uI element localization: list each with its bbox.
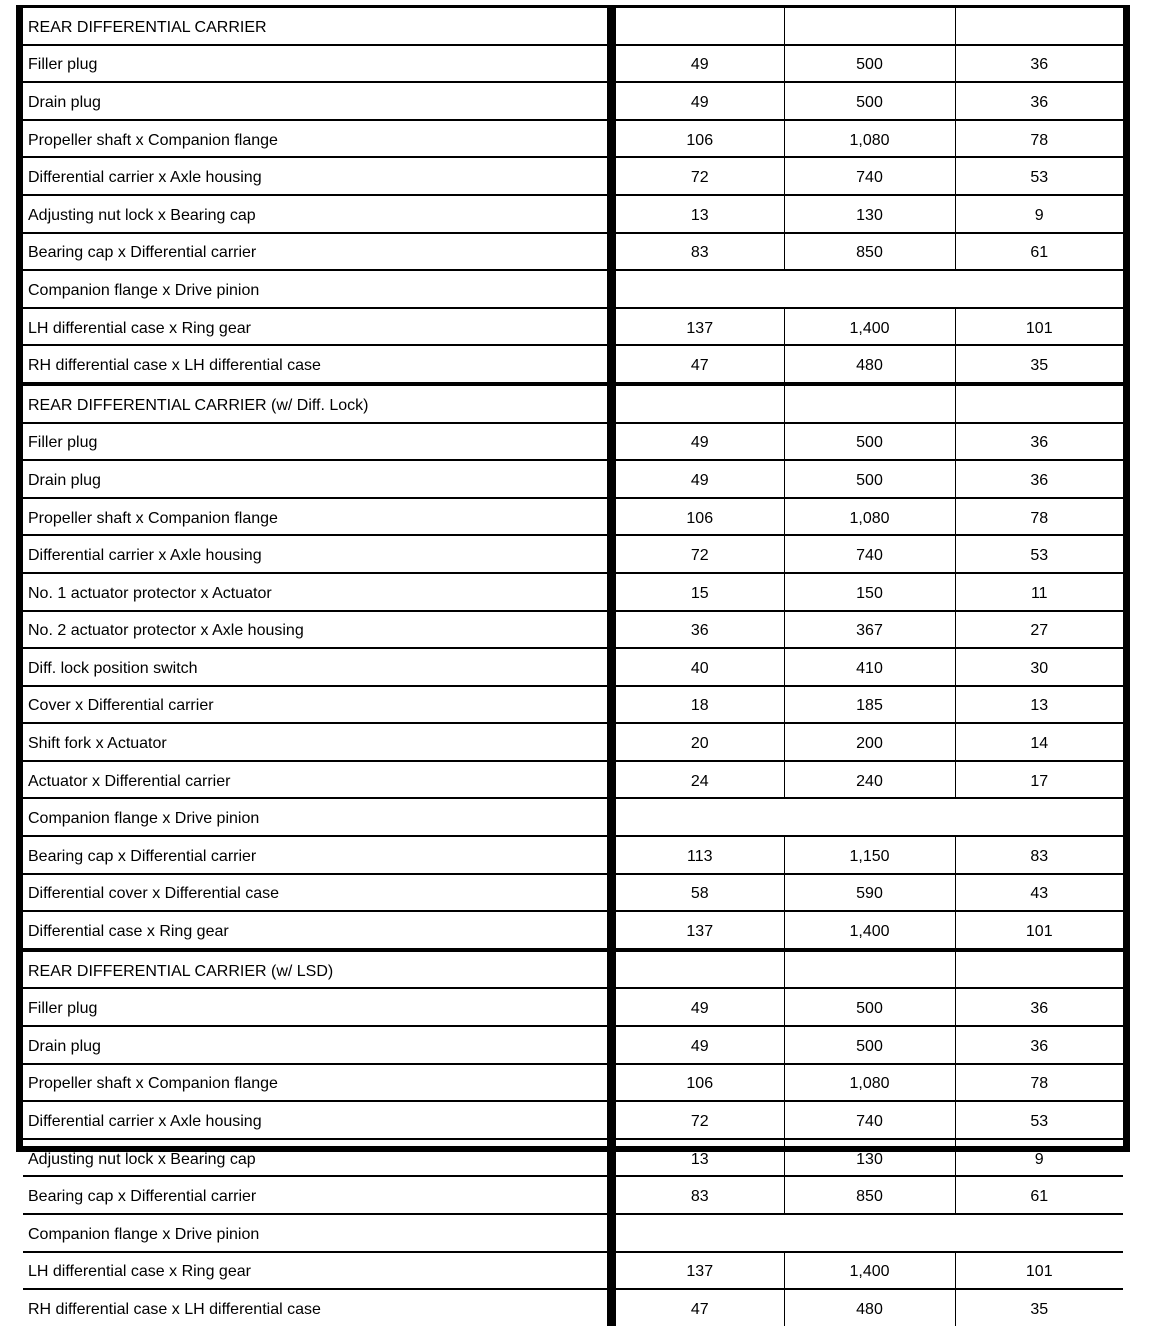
torque-nm-cell: 13 xyxy=(616,195,784,233)
torque-nm-cell: 18 xyxy=(616,686,784,724)
section-header-row xyxy=(23,8,1123,45)
table-row xyxy=(23,611,1123,649)
column-divider xyxy=(607,1176,616,1214)
torque-nm-cell: 137 xyxy=(616,911,784,950)
torque-ftlbf-cell: 83 xyxy=(955,836,1123,874)
column-divider xyxy=(607,45,616,83)
torque-nm-cell: 15 xyxy=(616,573,784,611)
torque-ftlbf-cell: 61 xyxy=(955,233,1123,271)
torque-kgfcm-cell: 590 xyxy=(784,874,955,912)
column-divider xyxy=(607,535,616,573)
table-row xyxy=(23,535,1123,573)
column-divider xyxy=(607,233,616,271)
empty-header-cell xyxy=(616,950,784,989)
torque-ftlbf-cell: 11 xyxy=(955,573,1123,611)
torque-nm-cell: 49 xyxy=(616,988,784,1026)
column-divider xyxy=(607,573,616,611)
torque-nm-cell: 49 xyxy=(616,82,784,120)
column-divider xyxy=(607,1289,616,1326)
empty-header-cell xyxy=(616,384,784,423)
part-name-cell: LH differential case x Ring gear xyxy=(23,308,607,346)
part-name-cell: RH differential case x LH differential case xyxy=(23,345,607,384)
torque-ftlbf-cell: 36 xyxy=(955,45,1123,83)
torque-nm-cell: 58 xyxy=(616,874,784,912)
torque-kgfcm-cell: 1,400 xyxy=(784,308,955,346)
torque-kgfcm-cell: 130 xyxy=(784,195,955,233)
section-title: REAR DIFFERENTIAL CARRIER (w/ Diff. Lock) xyxy=(23,384,607,423)
table-row xyxy=(23,233,1123,271)
column-divider xyxy=(607,8,616,45)
column-divider xyxy=(607,874,616,912)
torque-kgfcm-cell: 410 xyxy=(784,648,955,686)
torque-ftlbf-cell: 53 xyxy=(955,535,1123,573)
table-row xyxy=(23,723,1123,761)
column-divider xyxy=(607,460,616,498)
torque-kgfcm-cell: 740 xyxy=(784,1101,955,1139)
torque-nm-cell: 72 xyxy=(616,157,784,195)
torque-kgfcm-cell: 1,080 xyxy=(784,1064,955,1102)
torque-kgfcm-cell: 240 xyxy=(784,761,955,799)
empty-header-cell xyxy=(784,8,955,45)
part-name-cell: Companion flange x Drive pinion xyxy=(23,798,607,836)
torque-nm-cell: 20 xyxy=(616,723,784,761)
torque-kgfcm-cell: 480 xyxy=(784,345,955,384)
torque-nm-cell: 49 xyxy=(616,423,784,461)
part-name-cell: No. 1 actuator protector x Actuator xyxy=(23,573,607,611)
torque-kgfcm-cell: 130 xyxy=(784,1139,955,1177)
torque-nm-cell: 72 xyxy=(616,535,784,573)
part-name-cell: Filler plug xyxy=(23,423,607,461)
table-row xyxy=(23,1026,1123,1064)
torque-nm-cell: 137 xyxy=(616,308,784,346)
column-divider xyxy=(607,1026,616,1064)
part-name-cell: LH differential case x Ring gear xyxy=(23,1252,607,1290)
section-header-row xyxy=(23,384,1123,423)
part-name-cell: Drain plug xyxy=(23,82,607,120)
table-row xyxy=(23,1176,1123,1214)
column-divider xyxy=(607,308,616,346)
empty-header-cell xyxy=(955,950,1123,989)
table-row xyxy=(23,1214,1123,1252)
column-divider xyxy=(607,270,616,308)
torque-ftlbf-cell: 36 xyxy=(955,988,1123,1026)
part-name-cell: Drain plug xyxy=(23,1026,607,1064)
torque-ftlbf-cell: 101 xyxy=(955,911,1123,950)
table-row xyxy=(23,911,1123,950)
part-name-cell: No. 2 actuator protector x Axle housing xyxy=(23,611,607,649)
part-name-cell: Adjusting nut lock x Bearing cap xyxy=(23,1139,607,1177)
column-divider xyxy=(607,611,616,649)
torque-kgfcm-cell: 500 xyxy=(784,460,955,498)
part-name-cell: Cover x Differential carrier xyxy=(23,686,607,724)
torque-kgfcm-cell: 185 xyxy=(784,686,955,724)
torque-kgfcm-cell: 1,400 xyxy=(784,911,955,950)
torque-kgfcm-cell: 1,080 xyxy=(784,498,955,536)
section-header-row xyxy=(23,950,1123,989)
part-name-cell: RH differential case x LH differential case xyxy=(28,1300,321,1318)
torque-ftlbf-cell: 17 xyxy=(955,761,1123,799)
torque-nm-cell: 137 xyxy=(616,1252,784,1290)
empty-header-cell xyxy=(616,8,784,45)
column-divider xyxy=(607,911,616,950)
part-name-cell: Bearing cap x Differential carrier xyxy=(23,233,607,271)
torque-nm-cell: 49 xyxy=(616,45,784,83)
torque-kgfcm-cell: 500 xyxy=(784,988,955,1026)
column-divider xyxy=(607,1214,616,1252)
torque-ftlbf-cell: 78 xyxy=(955,120,1123,158)
torque-ftlbf-cell: 53 xyxy=(955,157,1123,195)
table-row xyxy=(23,270,1123,308)
column-divider xyxy=(607,82,616,120)
table-row xyxy=(23,686,1123,724)
column-divider xyxy=(607,384,616,423)
column-divider xyxy=(607,988,616,1026)
part-name-cell: Differential cover x Differential case xyxy=(23,874,607,912)
torque-ftlbf-cell: 61 xyxy=(955,1176,1123,1214)
torque-ftlbf-cell: 35 xyxy=(955,345,1123,384)
torque-kgfcm-cell: 500 xyxy=(784,45,955,83)
torque-kgfcm-cell: 1,080 xyxy=(784,120,955,158)
column-divider xyxy=(607,120,616,158)
column-divider xyxy=(607,157,616,195)
torque-nm-cell: 106 xyxy=(616,1064,784,1102)
table-row xyxy=(23,1252,1123,1290)
torque-ftlbf-cell: 9 xyxy=(955,1139,1123,1177)
table-row xyxy=(23,761,1123,799)
part-name-cell: Drain plug xyxy=(23,460,607,498)
section-title: REAR DIFFERENTIAL CARRIER xyxy=(23,8,607,45)
table-row xyxy=(23,195,1123,233)
torque-ftlbf-cell: 43 xyxy=(955,874,1123,912)
torque-ftlbf-cell: 9 xyxy=(955,195,1123,233)
torque-nm-cell: 113 xyxy=(616,836,784,874)
torque-kgfcm-cell: 500 xyxy=(784,1026,955,1064)
table-row xyxy=(23,836,1123,874)
torque-nm-cell: 40 xyxy=(616,648,784,686)
table-row xyxy=(23,648,1123,686)
part-name-cell: Propeller shaft x Companion flange xyxy=(23,120,607,158)
column-divider xyxy=(607,195,616,233)
torque-ftlbf-cell: 101 xyxy=(955,308,1123,346)
empty-header-cell xyxy=(784,950,955,989)
torque-ftlbf-cell: 36 xyxy=(955,1026,1123,1064)
column-divider xyxy=(607,761,616,799)
part-name-cell: Propeller shaft x Companion flange xyxy=(23,498,607,536)
torque-nm-cell: 106 xyxy=(616,120,784,158)
column-divider xyxy=(607,950,616,989)
part-name-cell: Diff. lock position switch xyxy=(23,648,607,686)
torque-kgfcm-cell: 367 xyxy=(784,611,955,649)
torque-ftlbf-cell: 13 xyxy=(955,686,1123,724)
torque-ftlbf-cell: 78 xyxy=(955,498,1123,536)
part-name-cell: Filler plug xyxy=(23,988,607,1026)
torque-spec-table xyxy=(23,8,1123,1326)
part-name-cell: Differential carrier x Axle housing xyxy=(23,157,607,195)
torque-nm-cell: 24 xyxy=(616,761,784,799)
table-row xyxy=(23,498,1123,536)
part-name-cell: Filler plug xyxy=(23,45,607,83)
part-name-cell: Actuator x Differential carrier xyxy=(23,761,607,799)
column-divider xyxy=(607,836,616,874)
part-name-cell: Bearing cap x Differential carrier xyxy=(23,836,607,874)
table-row xyxy=(23,1289,1123,1326)
empty-value-cell xyxy=(616,270,1123,308)
torque-kgfcm-cell: 850 xyxy=(784,233,955,271)
torque-nm-cell: 83 xyxy=(616,233,784,271)
empty-value-cell xyxy=(616,1214,1123,1252)
part-name-cell: Adjusting nut lock x Bearing cap xyxy=(23,195,607,233)
table-row xyxy=(23,874,1123,912)
column-divider xyxy=(607,345,616,384)
column-divider xyxy=(607,423,616,461)
torque-kgfcm-cell: 1,150 xyxy=(784,836,955,874)
torque-ftlbf-cell: 53 xyxy=(955,1101,1123,1139)
torque-kgfcm-cell: 740 xyxy=(784,157,955,195)
table-row xyxy=(23,573,1123,611)
torque-nm-cell: 83 xyxy=(616,1176,784,1214)
column-divider xyxy=(607,648,616,686)
torque-kgfcm-cell: 200 xyxy=(784,723,955,761)
torque-nm-cell: 47 xyxy=(616,1289,784,1326)
torque-kgfcm-cell: 850 xyxy=(784,1176,955,1214)
torque-ftlbf-cell: 27 xyxy=(955,611,1123,649)
part-name-cell: Differential carrier x Axle housing xyxy=(23,1101,607,1139)
table-row xyxy=(23,988,1123,1026)
torque-ftlbf-cell: 14 xyxy=(955,723,1123,761)
torque-nm-cell: 106 xyxy=(616,498,784,536)
torque-ftlbf-cell: 36 xyxy=(955,460,1123,498)
column-divider xyxy=(607,1101,616,1139)
torque-kgfcm-cell: 1,400 xyxy=(784,1252,955,1290)
table-row xyxy=(23,120,1123,158)
table-row xyxy=(23,345,1123,384)
part-name-cell: Differential case x Ring gear xyxy=(23,911,607,950)
column-divider xyxy=(607,686,616,724)
torque-ftlbf-cell: 78 xyxy=(955,1064,1123,1102)
torque-ftlbf-cell: 36 xyxy=(955,423,1123,461)
empty-header-cell xyxy=(784,384,955,423)
empty-header-cell xyxy=(955,8,1123,45)
torque-ftlbf-cell: 30 xyxy=(955,648,1123,686)
empty-value-cell xyxy=(616,798,1123,836)
column-divider xyxy=(607,1064,616,1102)
table-row xyxy=(23,460,1123,498)
table-row xyxy=(23,308,1123,346)
column-divider xyxy=(607,798,616,836)
torque-nm-cell: 72 xyxy=(616,1101,784,1139)
torque-nm-cell: 49 xyxy=(616,1026,784,1064)
column-divider xyxy=(607,498,616,536)
torque-ftlbf-cell: 35 xyxy=(1030,1300,1049,1318)
table-row xyxy=(23,798,1123,836)
table-row xyxy=(23,423,1123,461)
torque-kgfcm-cell: 740 xyxy=(784,535,955,573)
column-divider xyxy=(607,723,616,761)
table-row xyxy=(23,157,1123,195)
torque-nm-cell: 47 xyxy=(616,345,784,384)
table-row xyxy=(23,1101,1123,1139)
table-row xyxy=(23,82,1123,120)
section-title: REAR DIFFERENTIAL CARRIER (w/ LSD) xyxy=(23,950,607,989)
torque-nm-cell: 13 xyxy=(616,1139,784,1177)
torque-ftlbf-cell: 36 xyxy=(955,82,1123,120)
torque-nm-cell: 49 xyxy=(616,460,784,498)
empty-header-cell xyxy=(955,384,1123,423)
part-name-cell: Bearing cap x Differential carrier xyxy=(23,1176,607,1214)
part-name-cell: Shift fork x Actuator xyxy=(23,723,607,761)
column-divider xyxy=(607,1139,616,1177)
part-name-cell: Companion flange x Drive pinion xyxy=(23,270,607,308)
part-name-cell: Companion flange x Drive pinion xyxy=(23,1214,607,1252)
table-row xyxy=(23,1139,1123,1177)
torque-nm-cell: 36 xyxy=(616,611,784,649)
torque-spec-body xyxy=(23,8,1123,1326)
torque-ftlbf-cell: 101 xyxy=(955,1252,1123,1290)
column-divider xyxy=(607,1252,616,1290)
table-row xyxy=(23,45,1123,83)
torque-kgfcm-cell: 500 xyxy=(784,82,955,120)
part-name-cell: Differential carrier x Axle housing xyxy=(23,535,607,573)
torque-kgfcm-cell: 150 xyxy=(784,573,955,611)
torque-kgfcm-cell: 480 xyxy=(784,1289,955,1326)
part-name-cell: Propeller shaft x Companion flange xyxy=(23,1064,607,1102)
table-row xyxy=(23,1064,1123,1102)
torque-kgfcm-cell: 500 xyxy=(784,423,955,461)
